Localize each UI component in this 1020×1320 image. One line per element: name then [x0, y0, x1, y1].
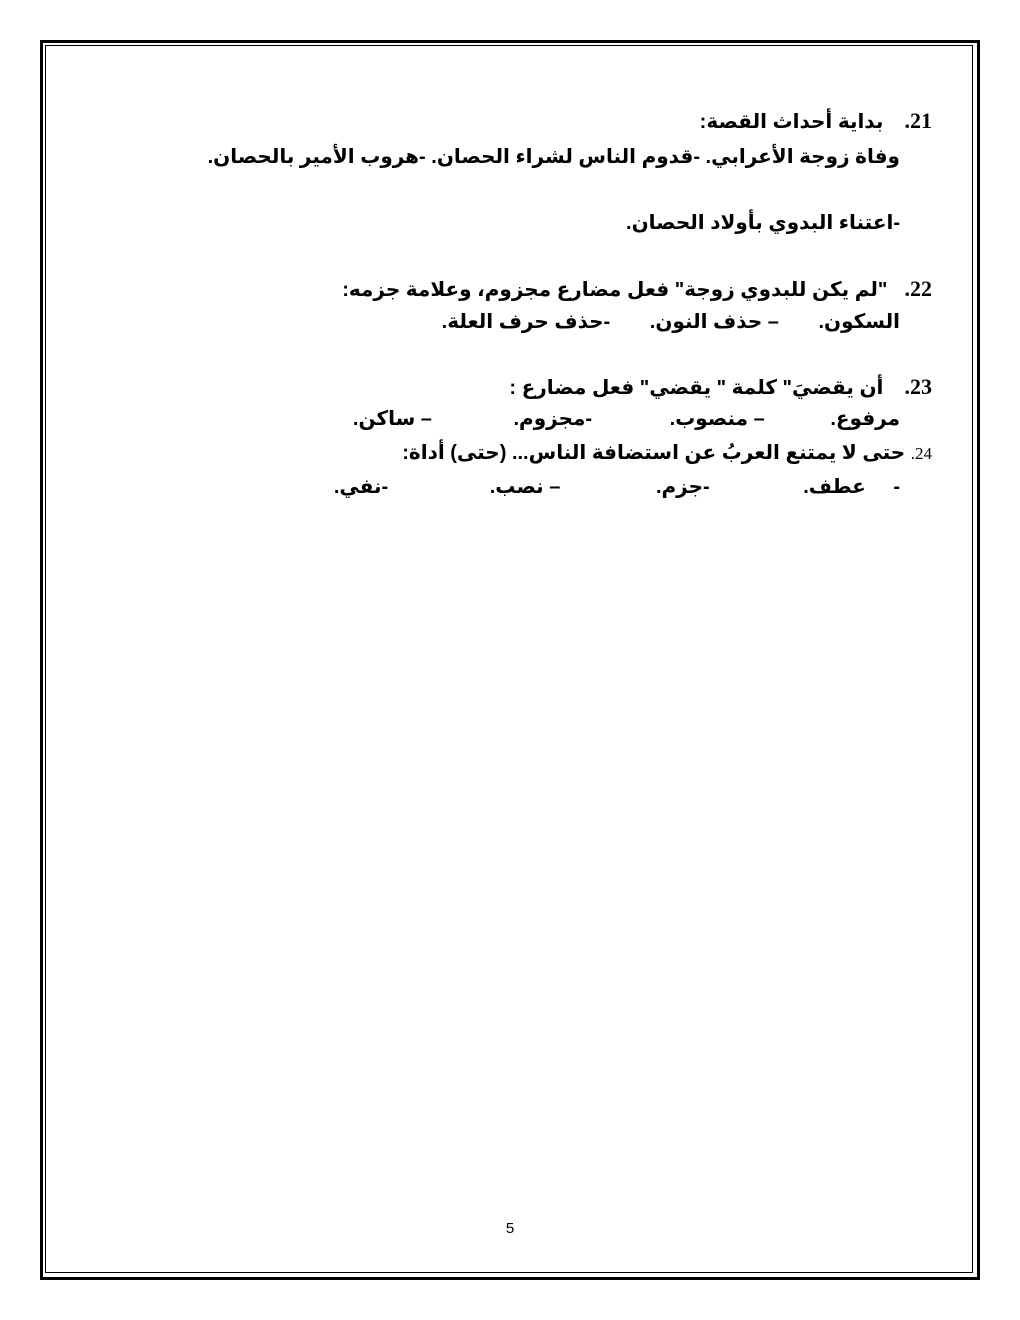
question-21-options-line1: وفاة زوجة الأعرابي. -قدوم الناس لشراء الحصان. -هروب الأمير بالحصان.	[207, 146, 900, 168]
question-23-text: أن يقضيَ" كلمة " يقضي" فعل مضارع :	[509, 377, 884, 399]
question-24-option-dash: -	[893, 476, 900, 498]
question-22-options	[442, 309, 900, 335]
question-22-stem	[342, 276, 932, 303]
question-24-text: حتى لا يمتنع العربُ عن استضافة الناس... (حتى) أداة:	[402, 442, 906, 464]
question-24-stem	[402, 440, 932, 467]
question-21-text: بداية أحداث القصة:	[699, 111, 884, 133]
question-21-stem	[700, 108, 932, 135]
question-22-number: 22.	[904, 276, 932, 301]
question-23-option-4: – ساكن.	[352, 408, 432, 430]
question-23-option-1: مرفوع.	[830, 408, 900, 430]
question-24-options	[334, 474, 900, 500]
question-21-options-line2: -اعتناء البدوي بأولاد الحصان.	[626, 212, 900, 234]
question-22-option-3: -حذف حرف العلة.	[441, 311, 611, 333]
question-23-options	[353, 406, 900, 432]
question-24-option-2: -جزم.	[655, 476, 710, 498]
question-23-option-3: -مجزوم.	[513, 408, 593, 430]
question-24-option-1: عطف.	[803, 476, 866, 498]
question-22-text: "لم يكن للبدوي زوجة" فعل مضارع مجزوم، وعلامة جزمه:	[342, 279, 888, 301]
question-24-option-4: -نفي.	[333, 476, 389, 498]
question-21-number: 21.	[904, 108, 932, 133]
question-24-option-3: – نصب.	[489, 476, 561, 498]
question-22-option-1: السكون.	[818, 311, 900, 333]
question-23-stem	[509, 374, 932, 401]
question-23-option-2: – منصوب.	[669, 408, 765, 430]
question-23-number: 23.	[904, 374, 932, 399]
question-22-option-2: – حذف النون.	[649, 311, 779, 333]
page-number: 5	[505, 1220, 515, 1237]
question-24-number: 24.	[910, 444, 932, 463]
